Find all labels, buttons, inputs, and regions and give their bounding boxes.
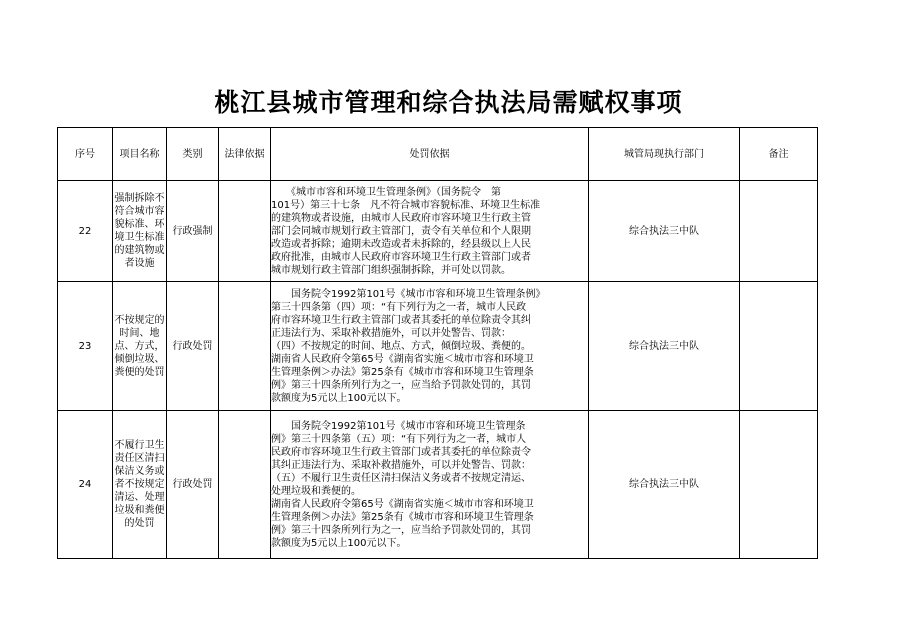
basis-line: 民政府市容环境卫生行政主管部门或者其委托的单位除责令 [271, 446, 531, 458]
basis-line: 府市容环境卫生行政主管部门或者其委托的单位除责令其纠 [271, 314, 531, 326]
cell-law [219, 282, 271, 411]
basis-line: （五）不履行卫生责任区清扫保洁义务或者不按规定清运、 [271, 472, 531, 484]
table-row [58, 282, 818, 411]
cell-law [219, 411, 271, 559]
header-law: 法律依据 [219, 128, 271, 181]
basis-line: 湖南省人民政府令第65号《湖南省实施＜城市市容和环境卫 [271, 498, 534, 510]
table-header-row [58, 128, 818, 181]
cell-dept: 综合执法三中队 [589, 282, 740, 411]
cell-basis [271, 282, 589, 411]
basis-line: 处理垃圾和粪便的。 [271, 485, 361, 497]
basis-line: 例》第三十四条所列行为之一，应当给予罚款处罚的，其罚 [271, 379, 531, 391]
basis-line: 生管理条例＞办法》第25条有《城市市容和环境卫生管理条 [271, 366, 534, 378]
cell-seq: 22 [58, 181, 113, 282]
basis-line: 城市规划行政主管部门组织强制拆除，并可处以罚款。 [271, 264, 511, 276]
cell-dept: 综合执法三中队 [589, 181, 740, 282]
basis-line: 正违法行为、采取补救措施外，可以并处警告、罚款： [271, 327, 511, 339]
header-category: 类别 [167, 128, 219, 181]
basis-line: 国务院令1992第101号《城市市容和环境卫生管理条例》 [271, 288, 546, 300]
basis-line: 政府批准，由城市人民政府市容环境卫生行政主管部门或者 [271, 251, 531, 263]
basis-line: 例》第三十四条第（五）项：“有下列行为之一者，城市人 [271, 433, 527, 445]
header-basis: 处罚依据 [271, 128, 589, 181]
cell-remark [740, 282, 818, 411]
header-dept: 城管局现执行部门 [589, 128, 740, 181]
cell-basis [271, 411, 589, 559]
header-seq: 序号 [58, 128, 113, 181]
cell-category: 行政处罚 [167, 282, 219, 411]
basis-line: 第三十四条第（四）项：“有下列行为之一者，城市人民政 [271, 301, 527, 313]
cell-remark [740, 411, 818, 559]
header-remark: 备注 [740, 128, 818, 181]
basis-line: 湖南省人民政府令第65号《湖南省实施＜城市市容和环境卫 [271, 353, 534, 365]
cell-name: 不按规定的时间、地点、方式，倾倒垃圾、粪便的处罚 [113, 282, 167, 411]
authority-items-table [57, 127, 818, 559]
basis-line: 例》第三十四条所列行为之一，应当给予罚款处罚的，其罚 [271, 524, 531, 536]
cell-category: 行政强制 [167, 181, 219, 282]
cell-basis [271, 181, 589, 282]
cell-name: 不履行卫生责任区清扫保洁义务或者不按规定清运、处理垃圾和粪便的处罚 [113, 411, 167, 559]
basis-line: 的建筑物或者设施，由城市人民政府市容环境卫生行政主管 [271, 212, 531, 224]
cell-seq: 23 [58, 282, 113, 411]
basis-line: 101号）第三十七条 凡不符合城市容貌标准、环境卫生标准 [271, 199, 541, 211]
basis-line: 款额度为5元以上100元以下。 [271, 392, 407, 404]
basis-line: 款额度为5元以上100元以下。 [271, 537, 407, 549]
basis-line: 部门会同城市规划行政主管部门，责令有关单位和个人限期 [271, 225, 531, 237]
table-row [58, 181, 818, 282]
basis-line: 国务院令1992第101号《城市市容和环境卫生管理条 [271, 420, 526, 432]
basis-line: 《城市市容和环境卫生管理条例》（国务院令 第 [271, 186, 501, 198]
cell-name: 强制拆除不符合城市容貌标准、环境卫生标准的建筑物或者设施 [113, 181, 167, 282]
basis-line: 生管理条例＞办法》第25条有《城市市容和环境卫生管理条 [271, 511, 534, 523]
basis-line: 改造或者拆除；逾期未改造或者未拆除的，经县级以上人民 [271, 238, 531, 250]
cell-remark [740, 181, 818, 282]
basis-line: 其纠正违法行为、采取补救措施外，可以并处警告、罚款： [271, 459, 531, 471]
cell-category: 行政处罚 [167, 411, 219, 559]
page-title: 桃江县城市管理和综合执法局需赋权事项 [214, 88, 683, 117]
header-name: 项目名称 [113, 128, 167, 181]
table-row [58, 411, 818, 559]
cell-dept: 综合执法三中队 [589, 411, 740, 559]
basis-line: （四）不按规定的时间、地点、方式，倾倒垃圾、粪便的。 [271, 340, 531, 352]
cell-seq: 24 [58, 411, 113, 559]
cell-law [219, 181, 271, 282]
